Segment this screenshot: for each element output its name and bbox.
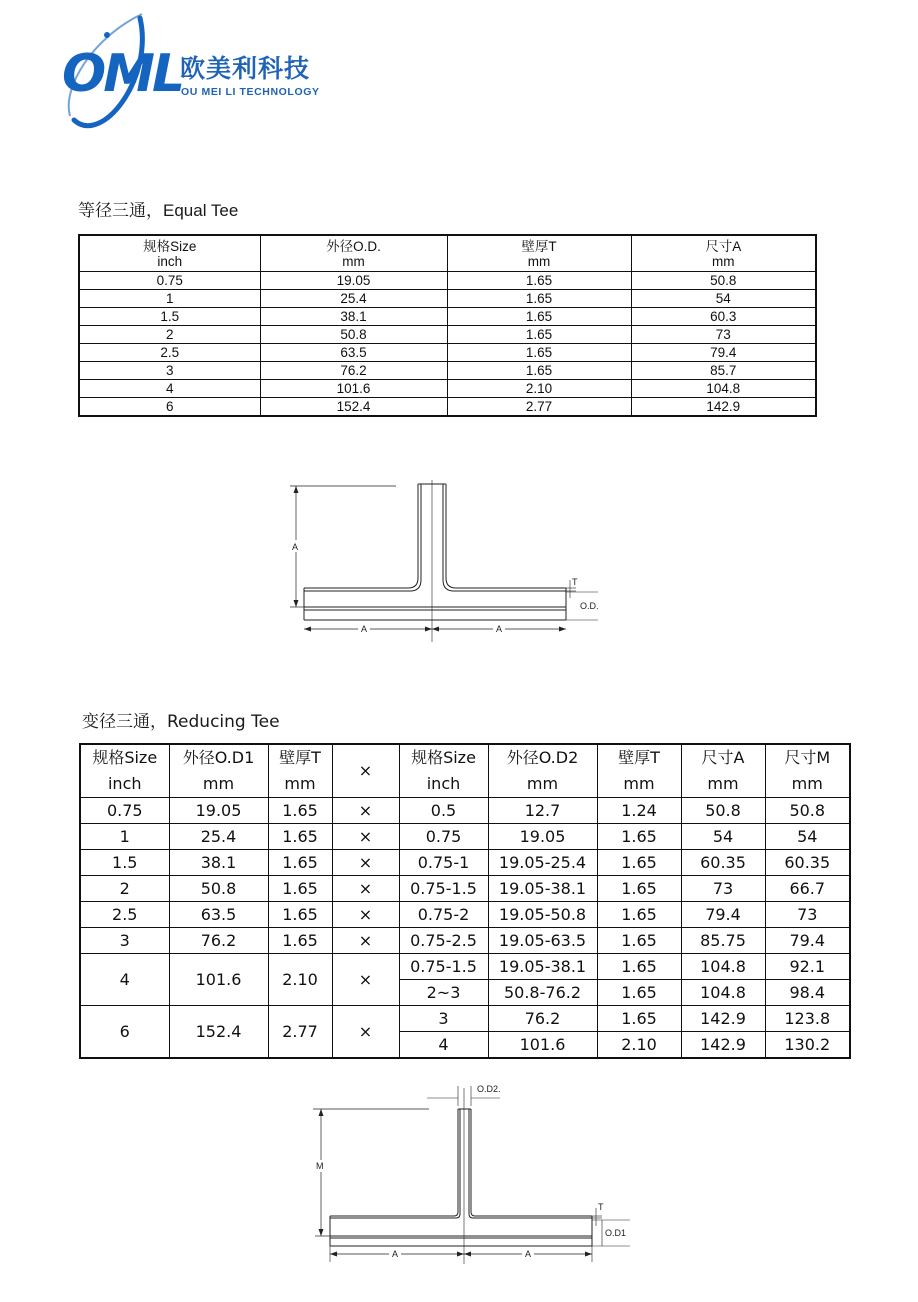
cell-size: 4 — [79, 380, 260, 398]
cell-wall2: 1.65 — [597, 850, 681, 876]
cell-size2: 0.75 — [399, 824, 488, 850]
table-row — [80, 850, 850, 876]
reducing-tee-diagram — [305, 1080, 645, 1270]
cell-dim-a: 79.4 — [681, 902, 765, 928]
cell-wall1: 1.65 — [268, 902, 332, 928]
cell-dim-a: 60.3 — [631, 308, 816, 326]
cell-size: 1 — [79, 290, 260, 308]
cell-wall1: 1.65 — [268, 876, 332, 902]
header-od: 外径O.D. mm — [260, 235, 447, 272]
cell-wall2: 1.65 — [597, 954, 681, 980]
cell-dim-a: 85.75 — [681, 928, 765, 954]
table-row — [79, 344, 816, 362]
header-wall: 壁厚T mm — [447, 235, 631, 272]
cell-dim-a: 142.9 — [681, 1006, 765, 1032]
cell-dim-a: 104.8 — [681, 954, 765, 980]
cell-od: 76.2 — [260, 362, 447, 380]
cell-wall: 1.65 — [447, 290, 631, 308]
diagram-label-od1: O.D1 — [605, 1228, 627, 1238]
cell-od: 152.4 — [260, 398, 447, 417]
header-wall2: 壁厚T mm — [597, 744, 681, 798]
diagram-label-m: M — [316, 1161, 324, 1171]
cell-times: × — [332, 1006, 399, 1059]
cell-dim-m: 79.4 — [765, 928, 850, 954]
cell-dim-a: 73 — [681, 876, 765, 902]
cell-dim-a: 79.4 — [631, 344, 816, 362]
cell-size: 3 — [79, 362, 260, 380]
cell-dim-a: 104.8 — [631, 380, 816, 398]
cell-size: 1.5 — [79, 308, 260, 326]
table-row — [79, 362, 816, 380]
cell-wall2: 1.65 — [597, 876, 681, 902]
cell-od2: 19.05-25.4 — [488, 850, 597, 876]
cell-wall1: 1.65 — [268, 798, 332, 824]
cell-od2: 101.6 — [488, 1032, 597, 1059]
cell-times: × — [332, 928, 399, 954]
table-row — [80, 798, 850, 824]
cell-od1: 38.1 — [169, 850, 268, 876]
header-size2: 规格Size inch — [399, 744, 488, 798]
header-od1: 外径O.D1 mm — [169, 744, 268, 798]
cell-wall: 1.65 — [447, 308, 631, 326]
header-size1: 规格Size inch — [80, 744, 169, 798]
cell-od: 25.4 — [260, 290, 447, 308]
logo-mark: OML — [62, 44, 183, 104]
cell-od2: 19.05-38.1 — [488, 954, 597, 980]
cell-times: × — [332, 954, 399, 1006]
cell-size2: 4 — [399, 1032, 488, 1059]
cell-dim-m: 54 — [765, 824, 850, 850]
diagram-label-a-left: A — [361, 624, 368, 634]
table-row — [80, 876, 850, 902]
cell-od1: 101.6 — [169, 954, 268, 1006]
cell-od1: 50.8 — [169, 876, 268, 902]
cell-dim-a: 104.8 — [681, 980, 765, 1006]
diagram-label-a-right: A — [496, 624, 503, 634]
table-row — [79, 380, 816, 398]
cell-dim-m: 60.35 — [765, 850, 850, 876]
cell-size1: 1 — [80, 824, 169, 850]
table-row — [79, 308, 816, 326]
cell-size2: 0.5 — [399, 798, 488, 824]
cell-wall2: 2.10 — [597, 1032, 681, 1059]
cell-wall: 2.77 — [447, 398, 631, 417]
cell-times: × — [332, 876, 399, 902]
logo-name-cn: 欧美利科技 — [180, 54, 311, 83]
diagram-label-t: T — [598, 1202, 604, 1212]
cell-wall2: 1.65 — [597, 928, 681, 954]
header-times: × — [332, 744, 399, 798]
cell-wall1: 1.65 — [268, 928, 332, 954]
cell-size2: 2~3 — [399, 980, 488, 1006]
diagram-label-a-left: A — [392, 1249, 399, 1259]
cell-od: 63.5 — [260, 344, 447, 362]
table-row — [79, 290, 816, 308]
cell-size: 2.5 — [79, 344, 260, 362]
table-header-row — [80, 744, 850, 798]
cell-size2: 0.75-1 — [399, 850, 488, 876]
cell-od2: 19.05-50.8 — [488, 902, 597, 928]
cell-od1: 19.05 — [169, 798, 268, 824]
table-row — [79, 272, 816, 290]
cell-dim-a: 73 — [631, 326, 816, 344]
cell-times: × — [332, 824, 399, 850]
header-dim-a: 尺寸A mm — [631, 235, 816, 272]
cell-wall2: 1.65 — [597, 824, 681, 850]
header-dim-m: 尺寸M mm — [765, 744, 850, 798]
table-row — [80, 902, 850, 928]
cell-wall: 1.65 — [447, 326, 631, 344]
cell-dim-m: 66.7 — [765, 876, 850, 902]
cell-od1: 63.5 — [169, 902, 268, 928]
diagram-label-od2: O.D2. — [477, 1084, 501, 1094]
cell-dim-m: 92.1 — [765, 954, 850, 980]
cell-times: × — [332, 902, 399, 928]
cell-dim-m: 73 — [765, 902, 850, 928]
cell-wall1: 1.65 — [268, 850, 332, 876]
cell-size2: 3 — [399, 1006, 488, 1032]
cell-dim-m: 130.2 — [765, 1032, 850, 1059]
cell-wall: 1.65 — [447, 272, 631, 290]
cell-times: × — [332, 798, 399, 824]
cell-dim-m: 98.4 — [765, 980, 850, 1006]
cell-times: × — [332, 850, 399, 876]
table-row — [80, 1006, 850, 1032]
cell-wall: 1.65 — [447, 362, 631, 380]
cell-dim-a: 50.8 — [631, 272, 816, 290]
table-row — [80, 954, 850, 980]
cell-wall: 1.65 — [447, 344, 631, 362]
reducing-tee-title: 变径三通，Reducing Tee — [82, 712, 280, 732]
cell-size2: 0.75-2 — [399, 902, 488, 928]
cell-od: 19.05 — [260, 272, 447, 290]
reducing-tee-table — [79, 743, 851, 1059]
cell-wall1: 2.77 — [268, 1006, 332, 1059]
diagram-label-a-vertical: A — [292, 542, 299, 552]
cell-size: 0.75 — [79, 272, 260, 290]
header-wall1: 壁厚T mm — [268, 744, 332, 798]
cell-od2: 19.05-38.1 — [488, 876, 597, 902]
cell-wall1: 2.10 — [268, 954, 332, 1006]
equal-tee-diagram — [280, 470, 620, 645]
cell-wall1: 1.65 — [268, 824, 332, 850]
cell-dim-a: 54 — [681, 824, 765, 850]
table-row — [79, 398, 816, 417]
cell-dim-a: 60.35 — [681, 850, 765, 876]
cell-od: 38.1 — [260, 308, 447, 326]
cell-od2: 12.7 — [488, 798, 597, 824]
header-size: 规格Size inch — [79, 235, 260, 272]
cell-od1: 25.4 — [169, 824, 268, 850]
cell-wall2: 1.65 — [597, 980, 681, 1006]
cell-od2: 19.05 — [488, 824, 597, 850]
company-logo — [62, 8, 352, 140]
cell-od1: 76.2 — [169, 928, 268, 954]
cell-wall: 2.10 — [447, 380, 631, 398]
logo-name-en: OU MEI LI TECHNOLOGY — [181, 86, 320, 98]
equal-tee-table — [78, 234, 817, 417]
cell-od: 101.6 — [260, 380, 447, 398]
cell-size: 2 — [79, 326, 260, 344]
cell-dim-a: 142.9 — [631, 398, 816, 417]
cell-dim-a: 54 — [631, 290, 816, 308]
cell-dim-m: 123.8 — [765, 1006, 850, 1032]
cell-size1: 1.5 — [80, 850, 169, 876]
cell-size1: 6 — [80, 1006, 169, 1059]
diagram-label-a-right: A — [525, 1249, 532, 1259]
table-header-row — [79, 235, 816, 272]
cell-dim-a: 142.9 — [681, 1032, 765, 1059]
cell-wall2: 1.65 — [597, 902, 681, 928]
cell-size2: 0.75-1.5 — [399, 954, 488, 980]
table-row — [80, 824, 850, 850]
equal-tee-title: 等径三通，Equal Tee — [78, 201, 239, 220]
cell-size2: 0.75-2.5 — [399, 928, 488, 954]
cell-dim-a: 85.7 — [631, 362, 816, 380]
table-row — [79, 326, 816, 344]
header-dim-a: 尺寸A mm — [681, 744, 765, 798]
cell-size1: 0.75 — [80, 798, 169, 824]
cell-od1: 152.4 — [169, 1006, 268, 1059]
cell-od2: 50.8-76.2 — [488, 980, 597, 1006]
cell-od: 50.8 — [260, 326, 447, 344]
cell-size2: 0.75-1.5 — [399, 876, 488, 902]
diagram-label-t: T — [572, 577, 578, 587]
cell-size1: 2.5 — [80, 902, 169, 928]
cell-size1: 4 — [80, 954, 169, 1006]
diagram-label-od: O.D. — [580, 601, 599, 611]
table-row — [80, 928, 850, 954]
cell-wall2: 1.24 — [597, 798, 681, 824]
cell-size1: 2 — [80, 876, 169, 902]
cell-dim-a: 50.8 — [681, 798, 765, 824]
cell-wall2: 1.65 — [597, 1006, 681, 1032]
cell-dim-m: 50.8 — [765, 798, 850, 824]
cell-size1: 3 — [80, 928, 169, 954]
header-od2: 外径O.D2 mm — [488, 744, 597, 798]
cell-size: 6 — [79, 398, 260, 417]
cell-od2: 76.2 — [488, 1006, 597, 1032]
cell-od2: 19.05-63.5 — [488, 928, 597, 954]
